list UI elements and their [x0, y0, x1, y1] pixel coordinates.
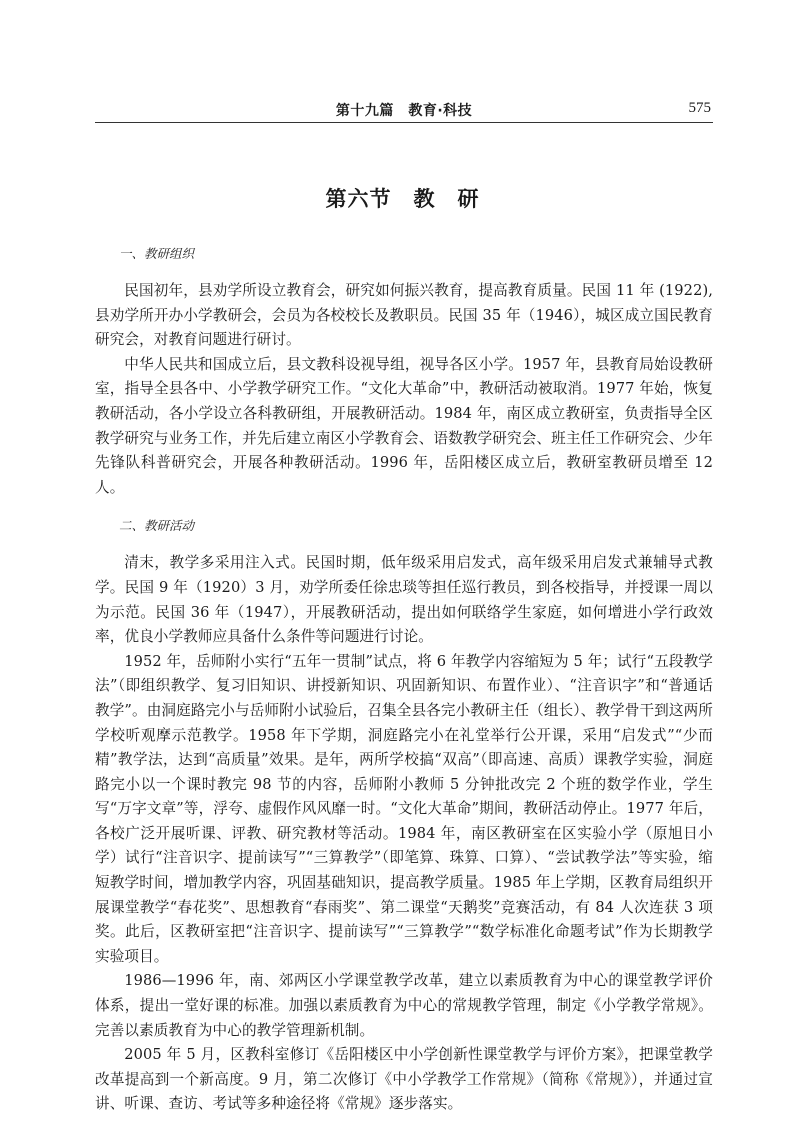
- paragraph: 1952 年，岳师附小实行“五年一贯制”试点，将 6 年教学内容缩短为 5 年；试行“五段教学法”（即组织教学、复习旧知识、讲授新知识、巩固新知识、布置作业）、“注音识字”和“普通话教学”。由洞庭路完小与岳师附小试验后，召集全县各完小教研主任（组长）、教学骨干到这两所学校听观摩示范教学。1958 年下学期，洞庭路完小在礼堂举行公开课，采用“启发式”“少而精”教学法，达到“高质量”效果。是年，两所学校搞“双高”（即高速、高质）课教学实验，洞庭路完小以一个课时教完 98 节的内容，岳师附小教师 5 分钟批改完 2 个班的数学作业，学生写“万字文章”等，浮夸、虚假作风风靡一时。“文化大革命”期间，教研活动停止。1977 年后，各校广泛开展听课、评教、研究教材等活动。1984 年，南区教研室在区实验小学（原旭日小学）试行“注音识字、提前读写”“三算教学”（即笔算、珠算、口算）、“尝试教学法”等实验，缩短教学时间，增加教学内容，巩固基础知识，提高教学质量。1985 年上学期，区教育局组织开展课堂教学“春花奖”、思想教育“春雨奖”、第二课堂“天鹅奖”竞赛活动，有 84 人次连获 3 项奖。此后，区教研室把“注音识字、提前读写”“三算教学”“数学标准化命题考试”作为长期教学实验项目。: [95, 652, 713, 965]
- paragraph: 清末，教学多采用注入式。民国时期，低年级采用启发式，高年级采用启发式兼辅导式教学。民国 9 年（1920）3 月，劝学所委任徐忠琰等担任巡行教员，到各校指导，并授课一周以为示范。民国 36 年（1947），开展教研活动，提出如何联络学生家庭，如何增进小学行政效率，优良小学教师应具备什么条件等问题进行讨论。: [95, 554, 713, 646]
- page-header: [95, 96, 713, 123]
- section-organization: [95, 244, 713, 500]
- running-head: 第十九篇 教育·科技: [335, 103, 473, 119]
- paragraph: 1986—1996 年，南、郊两区小学课堂教学改革，建立以素质教育为中心的课堂教学评价体系，提出一堂好课的标准。加强以素质教育为中心的常规教学管理，制定《小学教学常规》。完善以素质教育为中心的教学管理新机制。: [95, 972, 713, 1039]
- subsection-heading: 二、教研活动: [119, 518, 195, 534]
- paragraph: 民国初年，县劝学所设立教育会，研究如何振兴教育，提高教育质量。民国 11 年 (1922), 县劝学所开办小学教研会，会员为各校校长及教职员。民国 35 年（1946），城区成立国民教育研究会，对教育问题进行研讨。: [95, 282, 713, 349]
- section-activities: [95, 516, 713, 1117]
- section-title: 第六节 教 研: [325, 187, 480, 211]
- paragraph: 中华人民共和国成立后，县文教科设视导组，视导各区小学。1957 年，县教育局始设教研室，指导全县各中、小学教学研究工作。“文化大革命”中，教研活动被取消。1977 年始，恢复教研活动，各小学设立各科教研组，开展教研活动。1984 年，南区成立教研室，负责指导全区教学研究与业务工作，并先后建立南区小学教育会、语数教学研究会、班主任工作研究会、少年先锋队科普研究会，开展各种教研活动。1996 年，岳阳楼区成立后，教研室教研员增至 12 人。: [95, 355, 713, 496]
- subsection-heading: 一、教研组织: [119, 246, 195, 261]
- page-number: 575: [688, 100, 711, 116]
- document-body: [95, 244, 713, 1133]
- paragraph: 2005 年 5 月，区教科室修订《岳阳楼区中小学创新性课堂教学与评价方案》，把课堂教学改革提高到一个新高度。9 月，第二次修订《中小学教学工作常规》（简称《常规》），并通过宣讲、听课、查访、考试等多种途径将《常规》逐步落实。: [95, 1046, 713, 1113]
